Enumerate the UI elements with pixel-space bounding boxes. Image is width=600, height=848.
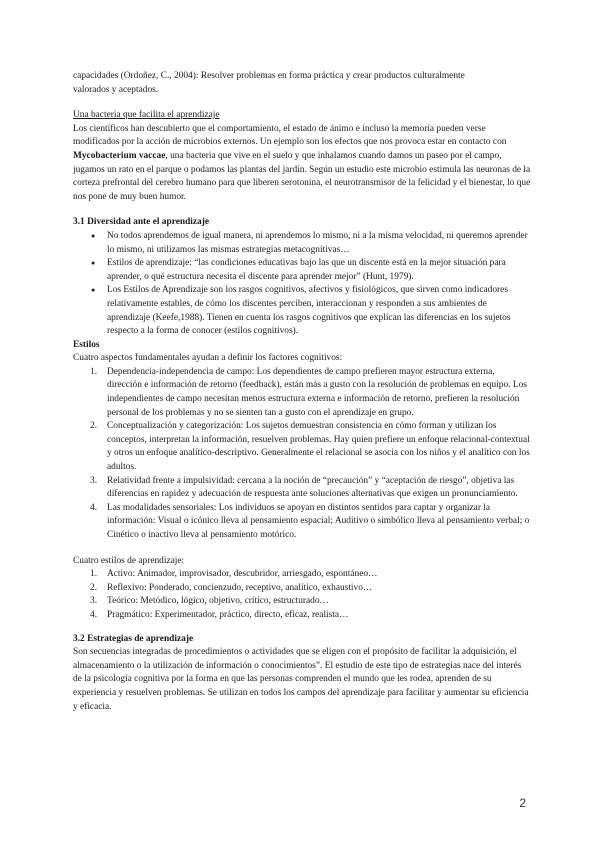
estilos-numbered-list [73, 366, 531, 543]
page-number: 2 [519, 796, 526, 810]
bacteria-heading: Una bacteria que facilita el aprendizaje [73, 110, 220, 121]
diversidad-bullet: ● Los Estilos de Aprendizaje son los rasgos cognitivos, afectivos y fisiológicos, que sirven como indicadores relativamente estables, de cómo los discentes perciben, interaccionan y responden a sus ambientes de aprendizaje (Keefe,1988). Tienen en cuenta los rasgos cognitivos que explican las diferencias en los sujetos respecto a la forma de conocer (estilos cognitivos). [107, 284, 531, 338]
item-text: Pragmático: Experimentador, práctico, directo, eficaz, realista… [107, 609, 349, 620]
estilos-item [90, 475, 531, 502]
diversidad-bullet: ● No todos aprendemos de igual manera, ni aprendemos lo mismo, ni a la misma velocidad, ni queremos aprender lo mismo, ni utilizamos las mismas estrategias metacognitivas… [107, 230, 531, 257]
cuatro-estilos-item [90, 568, 531, 582]
item-number: 2. [90, 582, 98, 593]
diversidad-bullet: ● Estilos de aprendizaje: “las condiciones educativas bajo las que un discente está en la mejor situación para aprender, o qué estructura necesita el discente para aprender mejor” (Hunt, 1979). [107, 257, 531, 284]
section-3-1-heading: 3.1 Diversidad ante el aprendizaje [73, 217, 210, 228]
bacteria-text-1: Los científicos han descubierto que el comportamiento, el estado de ánimo e incluso la memoria pueden verse modificados por la acción de microbios externos. Un ejemplo son los efectos que nos provoca estar en contacto con [73, 123, 507, 148]
estilos-item [90, 366, 531, 420]
cuatro-estilos-item [90, 609, 531, 623]
item-number: 1. [90, 366, 98, 377]
document-page [73, 70, 531, 714]
cuatro-estilos-intro: Cuatro estilos de aprendizaje: [73, 555, 185, 566]
cuatro-estilos-item [90, 582, 531, 596]
item-number: 3. [90, 596, 98, 607]
item-text: Relatividad frente a impulsividad: cercana a la noción de “precaución” y “aceptación de riesgo”, objetiva las diferencias en rapidez y adecuación de respuesta ante soluciones alternativas que exigen un pronunciamiento. [107, 475, 518, 500]
cuatro-estilos-list [73, 568, 531, 622]
estilos-item [90, 420, 531, 474]
item-text: Teórico: Metódico, lógico, objetivo, crítico, estructurado… [107, 596, 329, 607]
intro-line-1: capacidades (Ordoñez, C., 2004): Resolver problemas en forma práctica y crear productos culturalmente [73, 71, 465, 81]
bacteria-species: Mycobacterium vaccae [73, 150, 166, 161]
item-text: Las modalidades sensoriales: Los individuos se apoyan en distintos sentidos para captar y organizar la información: Visual o icónico lleva al pensamiento espacial; Auditivo o simbólico lleva al pensamiento verbal; o Cinético o inactivo lleva al pensamiento motórico. [107, 502, 530, 540]
item-text: Dependencia-independencia de campo: Los dependientes de campo prefieren mayor estructura externa, dirección e información de retorno (feedback), están más a gusto con la resolución de problemas en equipo. Los independientes de campo necesitan menos estructura externa e información de retorno, prefieren la resolución personal de los problemas y no se sienten tan a gusto con el aprendizaje en grupo. [107, 366, 527, 418]
section-3-2-heading: 3.2 Estrategias de aprendizaje [73, 633, 194, 644]
bacteria-paragraph [73, 123, 531, 205]
cuatro-estilos-item [90, 595, 531, 609]
item-number: 2. [90, 421, 98, 432]
item-text: Activo: Animador, improvisador, descubridor, arriesgado, espontáneo… [107, 569, 378, 580]
estilos-heading: Estilos [73, 339, 100, 350]
estilos-item [90, 502, 531, 543]
intro-line-2: valorados y aceptados. [73, 84, 159, 95]
item-text: Reflexivo: Ponderado, concienzudo, receptivo, analítico, exhaustivo… [107, 582, 373, 593]
estrategias-paragraph: Son secuencias integradas de procedimientos o actividades que se eligen con el propósito de facilitar la adquisición, el almacenamiento o la utilización de información o conocimientos”. El estudio de este tipo de estrategias nace del interés de la psicología cognitiva por la forma en que las personas comprenden el mundo que les rodea, aprenden de su experiencia y resuelven problemas. Se utilizan en todos los campos del aprendizaje para facilitar y aumentar su eficiencia y eficacia. [73, 647, 529, 712]
item-number: 1. [90, 569, 98, 580]
item-number: 3. [90, 475, 98, 486]
item-number: 4. [90, 502, 98, 513]
estilos-intro: Cuatro aspectos fundamentales ayudan a definir los factores cognitivos: [73, 353, 343, 364]
item-number: 4. [90, 609, 98, 620]
diversidad-bullet-list [73, 230, 531, 339]
item-text: Conceptualización y categorización: Los sujetos demuestran consistencia en cómo forman y utilizan los conceptos, interpretan la información, resuelven problemas. Hay quien prefiere un enfoque relacional-contextual y otros un enfoque analítico-descriptivo. Generalmente el relacional se asocia con los niños y el analítico con los adultos. [107, 421, 530, 473]
bacteria-text-2: , una bacteria que vive en el suelo y que inhalamos cuando damos un paseo por el campo, jugamos un rato en el parque o podamos las plantas del jardín. Según un estudio este microbio estimula las neuronas de la corteza prefrontal del cerebro humano para que liberen serotonina, el neurotransmisor de la felicidad y el bienestar, lo que nos pone de muy buen humor. [73, 150, 531, 202]
